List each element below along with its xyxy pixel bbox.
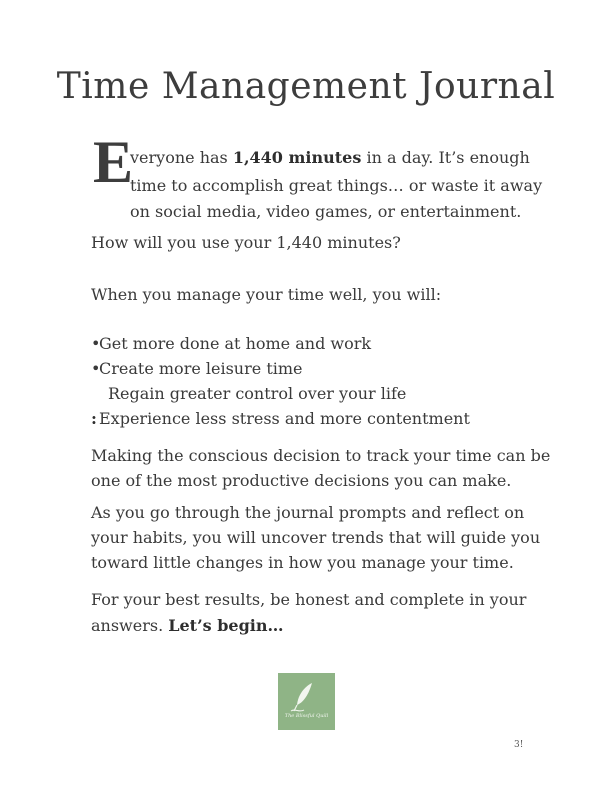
bullet-marker: : xyxy=(91,409,97,428)
bullet-item xyxy=(91,356,303,382)
drop-cap: E xyxy=(93,129,134,195)
paragraph-2-line-3: toward little changes in how you manage your time. xyxy=(91,553,514,572)
bullet-text: Experience less stress and more contentment xyxy=(99,409,470,428)
bullet-text: Get more done at home and work xyxy=(99,334,372,353)
intro-text: in a day. It’s enough xyxy=(361,148,530,167)
bullet-marker: • xyxy=(91,334,101,353)
paragraph-2-line-2: your habits, you will uncover trends that will guide you xyxy=(91,528,541,547)
bullet-item xyxy=(91,406,470,432)
intro-line-1 xyxy=(130,145,530,171)
closing-emphasis: Let’s begin… xyxy=(168,616,284,635)
intro-line-3: on social media, video games, or entertainment. xyxy=(130,202,522,221)
paragraph-2-line-1: As you go through the journal prompts and reflect on xyxy=(91,503,525,522)
page-title: Time Management Journal xyxy=(56,66,556,107)
paragraph-3-line-1: For your best results, be honest and complete in your xyxy=(91,590,527,609)
page-number: 3! xyxy=(514,740,524,750)
paragraph-1-line-1: Making the conscious decision to track your time can be xyxy=(91,446,551,465)
paragraph-3-line-2 xyxy=(91,613,283,639)
bullet-text: Create more leisure time xyxy=(99,359,303,378)
bullet-item xyxy=(108,381,406,407)
intro-emphasis: 1,440 minutes xyxy=(232,148,362,167)
bullet-text: Regain greater control over your life xyxy=(108,384,407,403)
intro-line-2: time to accomplish great things… or waste it away xyxy=(130,176,543,195)
bullet-item xyxy=(91,331,371,357)
publisher-logo xyxy=(278,673,335,730)
closing-text: answers. xyxy=(91,616,169,635)
quill-icon xyxy=(278,673,335,730)
paragraph-1-line-2: one of the most productive decisions you can make. xyxy=(91,471,512,490)
logo-brand-name: The Blissful Quill xyxy=(284,713,329,719)
lead-line: When you manage your time well, you will: xyxy=(91,285,442,304)
bullet-marker: • xyxy=(91,359,101,378)
question-line: How will you use your 1,440 minutes? xyxy=(91,233,401,252)
intro-text: veryone has xyxy=(130,148,233,167)
